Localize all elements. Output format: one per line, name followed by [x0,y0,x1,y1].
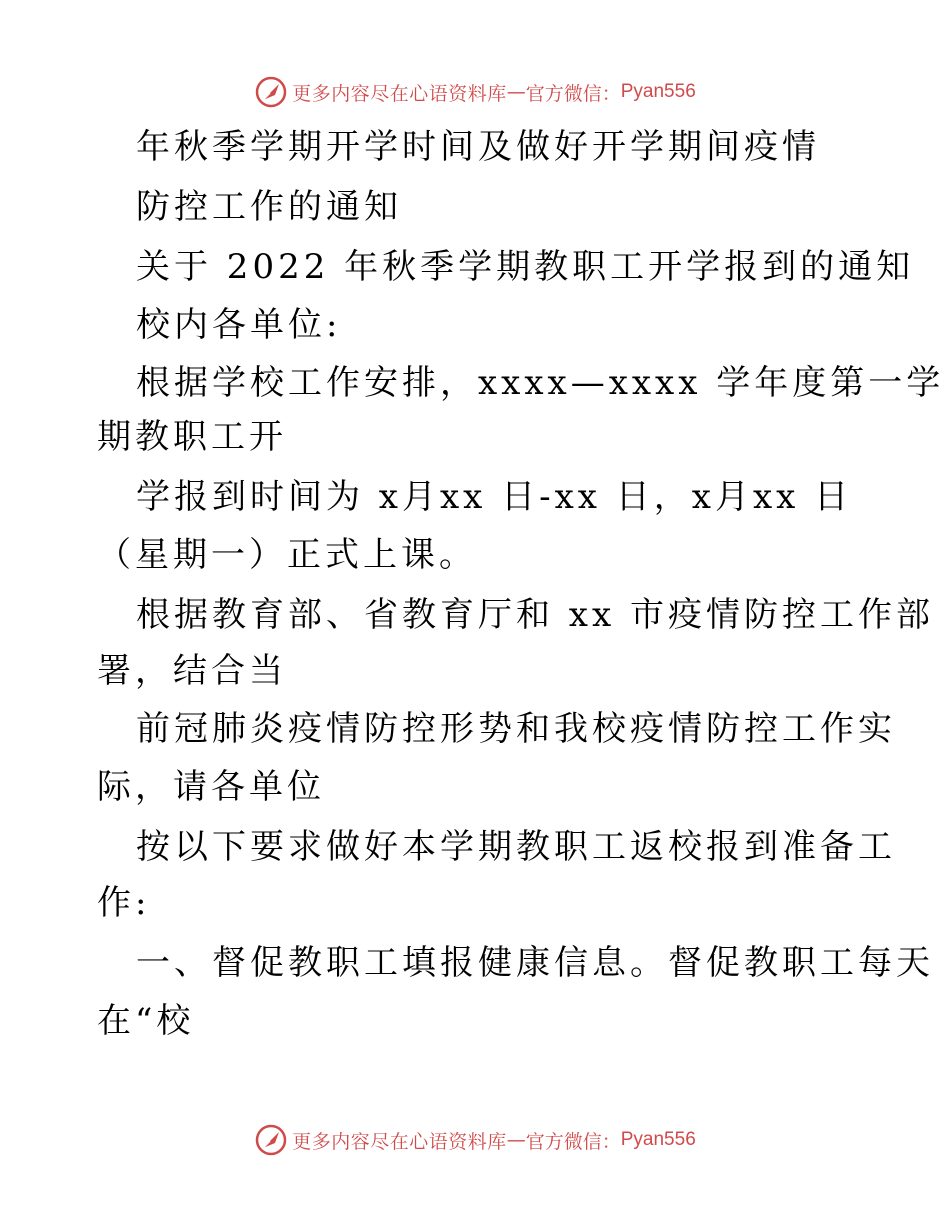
header-wechat-id: Pyan556 [620,81,696,102]
text-line: 年秋季学期开学时间及做好开学期间疫情 [136,127,820,167]
text-line: 学报到时间为 x月xx 日-xx 日，x月xx 日 [136,477,853,517]
text-line: 根据学校工作安排，xxxx—xxxx 学年度第一学 [136,363,945,403]
header-banner [0,72,950,112]
text-line: 按以下要求做好本学期教职工返校报到准备工 [136,827,896,867]
text-line: 一、督促教职工填报健康信息。督促教职工每天 [136,943,934,983]
footer-site-text: 更多内容尽在心语资料库 [292,1130,507,1153]
feather-pen-circle-icon [254,75,288,109]
feather-pen-circle-icon [254,1123,288,1157]
text-line: 防控工作的通知 [136,187,402,227]
text-line: （星期一）正式上课。 [97,535,477,575]
text-line: 在“校 [97,1001,195,1041]
header-site-text: 更多内容尽在心语资料库 [292,82,507,105]
footer-wechat-label: 官方微信： [525,1130,621,1153]
header-wechat-label: 官方微信： [525,82,621,105]
text-line: 际，请各单位 [97,767,325,807]
text-line: 期教职工开 [97,417,287,457]
header-separator: — [506,81,526,103]
footer-banner [0,1120,950,1160]
text-line: 关于 2022 年秋季学期教职工开学报到的通知 [136,247,915,287]
text-line: 前冠肺炎疫情防控形势和我校疫情防控工作实 [136,709,896,749]
footer-separator: — [506,1129,526,1151]
footer-wechat-id: Pyan556 [620,1129,696,1150]
text-line: 根据教育部、省教育厅和 xx 市疫情防控工作部 [136,595,934,635]
text-line: 署，结合当 [97,651,287,691]
text-line: 校内各单位: [136,305,342,345]
text-line: 作: [97,883,151,923]
